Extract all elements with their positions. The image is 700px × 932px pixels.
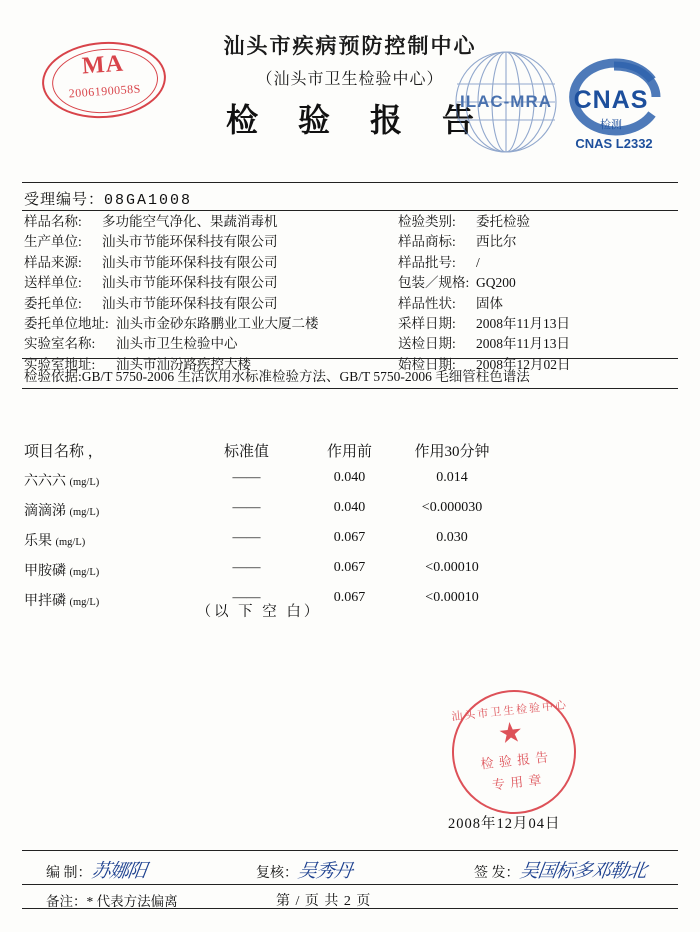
seal-ring-text: 汕头市卫生检验中心 <box>450 699 569 724</box>
organization-subtitle: （汕头市卫生检验中心） <box>256 71 444 88</box>
column-header-name: 项目名称 ， <box>24 444 103 460</box>
table-row <box>24 500 676 530</box>
acceptance-number <box>24 188 192 209</box>
cell-standard: —— <box>232 470 261 485</box>
compiler-label: 编 制： <box>46 866 92 881</box>
item-unit: (mg/L) <box>69 507 100 518</box>
signature-row <box>24 856 676 882</box>
divider-page-bottom <box>22 908 678 909</box>
organization-title: 汕头市疾病预防控制中心 <box>223 34 477 58</box>
info-value-left: 汕头市节能环保科技有限公司 <box>102 275 278 291</box>
info-label-right: 送检日期: <box>398 336 456 352</box>
divider-footer-top <box>22 850 678 851</box>
info-value-right: 西比尔 <box>476 234 517 250</box>
report-footer <box>24 856 676 909</box>
star-icon: ★ <box>496 717 525 751</box>
info-value-left: 汕头市金砂东路鹏业工业大厦二楼 <box>116 315 319 331</box>
table-row <box>24 470 676 500</box>
cell-item-name <box>24 470 194 490</box>
info-value-right: GQ200 <box>476 275 516 291</box>
cell-standard: —— <box>232 530 261 545</box>
seal-bottom-text: 专 用 章 <box>491 772 544 793</box>
info-value-left: 多功能空气净化、果蔬消毒机 <box>102 214 278 229</box>
cell-before: 0.067 <box>333 530 366 545</box>
info-label-left: 样品名称: <box>24 214 82 229</box>
footer-remark: 备注：* 代表方法偏离 <box>46 894 178 909</box>
seal-date: 2008年12月04日 <box>448 816 561 832</box>
table-row <box>24 530 676 560</box>
info-row <box>24 253 676 273</box>
info-label-left: 样品来源: <box>24 254 82 270</box>
cell-after: 0.030 <box>436 530 468 545</box>
table-row <box>24 560 676 590</box>
item-unit: (mg/L) <box>69 567 100 578</box>
item-unit: (mg/L) <box>69 597 100 608</box>
cnas-chinese-label: 检测 <box>600 119 622 131</box>
cell-standard: —— <box>232 500 261 515</box>
info-value-right: 2008年11月13日 <box>476 315 570 331</box>
cell-standard: —— <box>232 560 261 575</box>
table-header-row <box>24 440 676 470</box>
cell-standard: —— <box>232 590 261 605</box>
seal-middle-text: 检 验 报 告 <box>479 749 550 772</box>
item-name-text: 乐果 <box>24 534 52 549</box>
info-value-left: 汕头市节能环保科技有限公司 <box>102 234 278 250</box>
reviewer-signature: 吴秀丹 <box>296 861 354 882</box>
divider-footer-bottom <box>22 884 678 885</box>
info-value-left: 汕头市汕汾路疾控大楼 <box>116 356 251 372</box>
sample-info-block <box>24 212 676 375</box>
reviewer-field <box>256 856 352 883</box>
info-value-right: 固体 <box>476 295 503 311</box>
ma-seal-text: MA <box>81 50 125 80</box>
divider-below-basis <box>22 388 678 389</box>
page-number: 第 / 页 共 2 页 <box>276 894 372 909</box>
cell-after: <0.00010 <box>425 590 479 605</box>
info-label-right: 样品性状: <box>398 295 456 311</box>
issuer-label: 签 发： <box>474 866 520 881</box>
info-row <box>24 212 676 232</box>
inspection-basis <box>24 365 530 385</box>
issuer-signature: 吴国标多邓勒北 <box>517 861 647 882</box>
item-name-text: 滴滴涕 <box>24 504 66 519</box>
cell-item-name <box>24 500 194 520</box>
info-label-right: 采样日期: <box>398 315 456 331</box>
cnas-logo <box>556 58 678 168</box>
compiler-signature: 苏娜阳 <box>89 861 147 882</box>
acceptance-number-value: 08GA1008 <box>104 192 193 209</box>
info-value-left: 汕头市节能环保科技有限公司 <box>102 295 278 311</box>
info-value-left: 汕头市节能环保科技有限公司 <box>102 254 278 270</box>
reviewer-label: 复核： <box>256 866 298 881</box>
cell-before: 0.040 <box>333 470 366 485</box>
blank-below-note: （以 下 空 白） <box>196 604 322 620</box>
item-name-text: 甲拌磷 <box>24 594 66 609</box>
info-value-right: 2008年12月02日 <box>476 356 571 372</box>
cell-before: 0.040 <box>333 500 366 515</box>
info-label-right: 检验类别: <box>398 214 456 229</box>
divider-above-basis <box>22 358 678 359</box>
info-value-right: 委托检验 <box>476 214 530 229</box>
cell-before: 0.067 <box>333 590 366 605</box>
info-label-right: 样品批号: <box>398 254 456 270</box>
info-label-left: 实验室名称: <box>24 336 96 352</box>
ilac-mra-logo <box>452 48 560 156</box>
item-unit: (mg/L) <box>55 537 86 548</box>
info-label-right: 始检日期: <box>398 356 456 372</box>
cell-after: <0.00010 <box>425 560 479 575</box>
info-label-left: 送样单位: <box>24 275 82 291</box>
info-value-right: 2008年11月13日 <box>476 336 570 352</box>
cell-item-name <box>24 560 194 580</box>
cell-item-name <box>24 530 194 550</box>
info-label-left: 生产单位: <box>24 234 82 250</box>
info-row <box>24 314 676 334</box>
info-label-left: 委托单位地址: <box>24 315 109 331</box>
info-row <box>24 273 676 293</box>
cnas-accreditation-code: CNAS L2332 <box>575 136 653 151</box>
cell-before: 0.067 <box>333 560 366 575</box>
ilac-mra-text: ILAC-MRA <box>459 92 553 111</box>
cell-after: 0.014 <box>436 470 468 485</box>
results-table <box>24 440 676 620</box>
info-value-left: 汕头市卫生检验中心 <box>116 336 238 352</box>
info-label-right: 包装／规格: <box>398 275 470 291</box>
acceptance-number-label: 受理编号： <box>24 192 105 208</box>
cnas-text: CNAS <box>573 86 649 114</box>
inspection-basis-label: 检验依据: <box>24 369 82 384</box>
column-header-before: 作用前 <box>326 444 372 460</box>
info-label-left: 委托单位: <box>24 295 82 311</box>
item-name-text: 六六六 <box>24 474 66 489</box>
info-label-right: 样品商标: <box>398 234 456 250</box>
item-unit: (mg/L) <box>69 477 100 488</box>
column-header-standard: 标准值 <box>223 444 269 460</box>
info-value-right: / <box>476 254 480 270</box>
info-row <box>24 232 676 252</box>
inspection-report-seal <box>446 684 582 820</box>
compiler-field <box>46 856 146 883</box>
info-label-left: 实验室地址: <box>24 356 96 372</box>
issuer-field <box>474 856 646 883</box>
cell-after: <0.000030 <box>421 500 483 515</box>
column-header-after: 作用30分钟 <box>414 444 490 460</box>
info-row <box>24 334 676 354</box>
inspection-basis-value: GB/T 5750-2006 生活饮用水标准检验方法、GB/T 5750-2006 毛细管柱色谱法 <box>81 369 530 384</box>
divider-under-acceptance <box>22 210 678 211</box>
info-row <box>24 294 676 314</box>
item-name-text: 甲胺磷 <box>24 564 66 579</box>
divider-top <box>22 182 678 183</box>
page-title: 检 验 报 告 <box>225 102 490 138</box>
ma-seal-number: 2006190058S <box>68 81 142 101</box>
